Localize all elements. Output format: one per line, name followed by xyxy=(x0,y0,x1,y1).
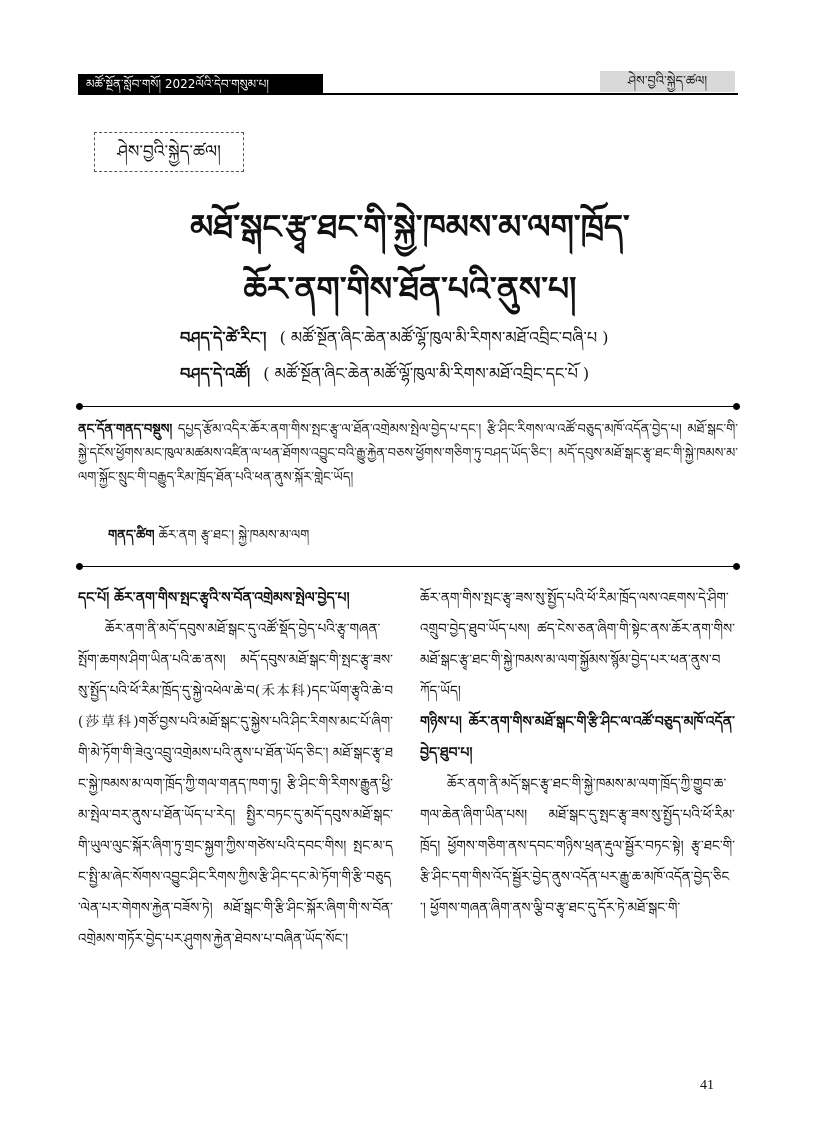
keywords xyxy=(78,524,738,548)
author-1-name: བཤད་དེ་ཚེ་རིང་། xyxy=(180,328,267,347)
author-2-affiliation: ( མཚོ་སྔོན་ཞིང་ཆེན་མཚོ་ལྷོ་ཁུལ་མི་རིགས་མཐོ་འབྲིང་དང་པོ ) xyxy=(263,364,590,383)
page-number: 41 xyxy=(700,1078,714,1093)
author-2-name: བཤད་དེ་འཚོ། xyxy=(180,364,251,383)
rule-dot-right xyxy=(733,403,740,410)
abstract-top-rule xyxy=(80,406,736,407)
rule-dot-right-2 xyxy=(733,563,740,570)
keywords-label: གནད་ཚིག xyxy=(108,528,155,543)
abstract-text: དཔྱད་རྩོམ་འདིར་ཆོར་ནག་གིས་སྤང་རྩྭ་ལ་ཐོན་འགྲེམས་སྤེལ་བྱེད་པ་དང་། རྩི་ཤིང་རིགས་ལ་འཚོ་བཅུད་མཁོ་འདོན་བྱེད་པ། མཐོ་སྒང་གི་སྐྱེ་དངོས་ཕྱོགས་མང་ཁུལ་མཚམས་འཛིན་ལ་ཕན་ཐོགས་འབྱུང་བའི་རྒྱུ་རྐྱེན་བཅས་ཕྱོགས་གཅིག་ཏུ་བཤད་ཡོད་ཅིང་། མདོ་དབུས་མཐོ་སྒང་རྩྭ་ཐང་གི་སྐྱེ་ཁམས་མ་ལག་སྐྱོང་སྲུང་གི་བརྒྱུད་རིམ་ཁྲོད་ཐོན་པའི་ཕན་ནུས་སྐོར་གླེང་ཡོད། xyxy=(78,422,738,485)
author-2 xyxy=(180,356,740,401)
title-line-2: ཆོར་ནག་གིས་ཐོན་པའི་ནུས་པ། xyxy=(243,269,577,308)
journal-header: མཚོ་སྔོན་སློབ་གསོ། 2022ལོའི་དེབ་གསུམ་པ། xyxy=(78,74,323,94)
body-paragraph-3: ཆོར་ནག་ནི་མདོ་སྒང་རྩྭ་ཐང་གི་སྐྱེ་ཁམས་མ་ལག་ཁྲོད་ཀྱི་གྱུབ་ཆ་གལ་ཆེན་ཞིག་ཡིན་པས། མཐོ་སྒང་དུ་སྤང་རྩྭ་ཟས་སུ་སྤྱོད་པའི་ཕོ་རིམ་ཁྲོད། ཕྱོགས་གཅིག་ནས་དབང་གཉིས་ཕྲན་རྡུལ་སྦྱོར་བཏང་སྟེ། རྩྭ་ཐང་གི་རྩི་ཤིང་དག་གིས་འོད་སྦྱོར་བྱེད་ནུས་འདོན་པར་རྒྱུ་ཆ་མཁོ་འདོན་བྱེད་ཅིང་། ཕྱོགས་གཞན་ཞིག་ནས་ལྕི་བ་རྩྭ་ཐང་དུ་དོར་ཏེ་མཐོ་སྒང་གི་ xyxy=(420,776,735,916)
header-rule xyxy=(78,93,738,95)
body-paragraph-2: ཆོར་ནག་གིས་སྤང་རྩྭ་ཟས་སུ་སྤྱོད་པའི་ཕོ་རིམ་ཁྲོད་ལས་འཇགས་དེ་ཤིག་འགྲུབ་བྱེད་ཐུབ་ཡོད་པས། ཚད་ངེས་ཅན་ཞིག་གི་སྟེང་ནས་ཆོར་ནག་གིས་མཐོ་སྒང་རྩྭ་ཐང་གི་སྐྱེ་ཁམས་མ་ལག་སྐྱོམས་སྙོམ་བྱེད་པར་ཕན་ནུས་བཀོད་ཡོད། xyxy=(420,590,735,699)
abstract-bottom-rule xyxy=(80,566,736,567)
keywords-text: ཆོར་ནག རྩྭ་ཐང་། སྐྱེ་ཁམས་མ་ལག xyxy=(158,528,310,543)
body-column-left xyxy=(78,583,393,1053)
title-line-1: མཐོ་སྒང་རྩྭ་ཐང་གི་སྐྱེ་ཁམས་མ་ལག་ཁྲོད་ xyxy=(190,207,630,246)
body-paragraph-1: ཆོར་ནག་ནི་མདོ་དབུས་མཐོ་སྒང་དུ་འཚོ་སྡོད་བྱེད་པའི་རྩྭ་གཞན་སྤོག་ཆགས་ཤིག་ཡིན་པའི་ཆ་ནས། མདོ་དབུས་མཐོ་སྒང་གི་སྤང་རྩྭ་ཟས་སུ་སྤྱོད་པའི་ཕོ་རིམ་ཁྲོད་དུ་སྐྱེ་འཕེལ་ཆེ་བ(禾本科)དང་ཡོག་རྩྭའི་ཆེ་བ(莎草科)གཙོ་བྱས་པའི་མཐོ་སྒང་དུ་སྐྱེས་པའི་ཤིང་རིགས་མང་པོ་ཞིག་གི་མེ་ཏོག་གི་ཟེའུ་འབྲུ་འགྲེམས་པའི་ནུས་པ་ཐོན་ཡོད་ཅིང་། མཐོ་སྒང་རྩྭ་ཐང་སྐྱེ་ཁམས་མ་ལག་ཁྲོད་ཀྱི་གལ་གནད་ཁག་ཏུ། རྩི་ཤིང་གི་རིགས་རྒྱུན་ཕྱི་མ་སྤེལ་བར་ནུས་པ་ཐོན་ཡོད་པ་རེད། སྤྱིར་བཏང་དུ་མདོ་དབུས་མཐོ་སྒང་གི་ཡུལ་ལུང་སྐོར་ཞིག་ཏུ་གྲང་སྐྱག་ཀྱིས་གཙེས་པའི་དབང་གིས། སྤང་མ་དང་སྤྱི་མ་ཞེང་སོགས་འབྱུང་ཤིང་རིགས་ཀྱིས་རྩི་ཤིང་དང་མེ་ཏོག་གི་རྩི་བཅུད་ལེན་པར་གེགས་རྐྱེན་བཟོས་ཏེ། མཐོ་སྒང་གི་རྩི་ཤིང་སྐོར་ཞིག་གི་ས་བོན་འགྲེམས་གཏོར་བྱེད་པར་ཤུགས་རྐྱེན་ཐེབས་པ་བཞིན་ཡོད་སོང་། xyxy=(78,621,393,947)
section-heading-1: དང་པོ། ཆོར་ནག་གིས་སྤང་རྩྭའི་ས་བོན་འགྲེམས་སྤེལ་བྱེད་པ། xyxy=(78,590,350,606)
abstract xyxy=(78,418,738,516)
author-1-affiliation: ( མཚོ་སྔོན་ཞིང་ཆེན་མཚོ་ལྷོ་ཁུལ་མི་རིགས་མཐོ་འབྲིང་བཞི་པ ) xyxy=(279,328,609,347)
section-header: ཤེས་བྱའི་སྐྱེད་ཚལ། xyxy=(600,71,735,92)
section-heading-2: གཉིས་པ། ཆོར་ནག་གིས་མཐོ་སྒང་གི་རྩི་ཤིང་ལ་འཚོ་བཅུད་མཁོ་འདོན་བྱེད་ཐུབ་པ། xyxy=(420,714,735,761)
abstract-label: ནང་དོན་གནད་བསྡུས། xyxy=(78,422,173,437)
section-tag: ཤེས་བྱའི་སྐྱེད་ཚལ། xyxy=(94,132,244,172)
body-column-right xyxy=(420,583,735,1053)
